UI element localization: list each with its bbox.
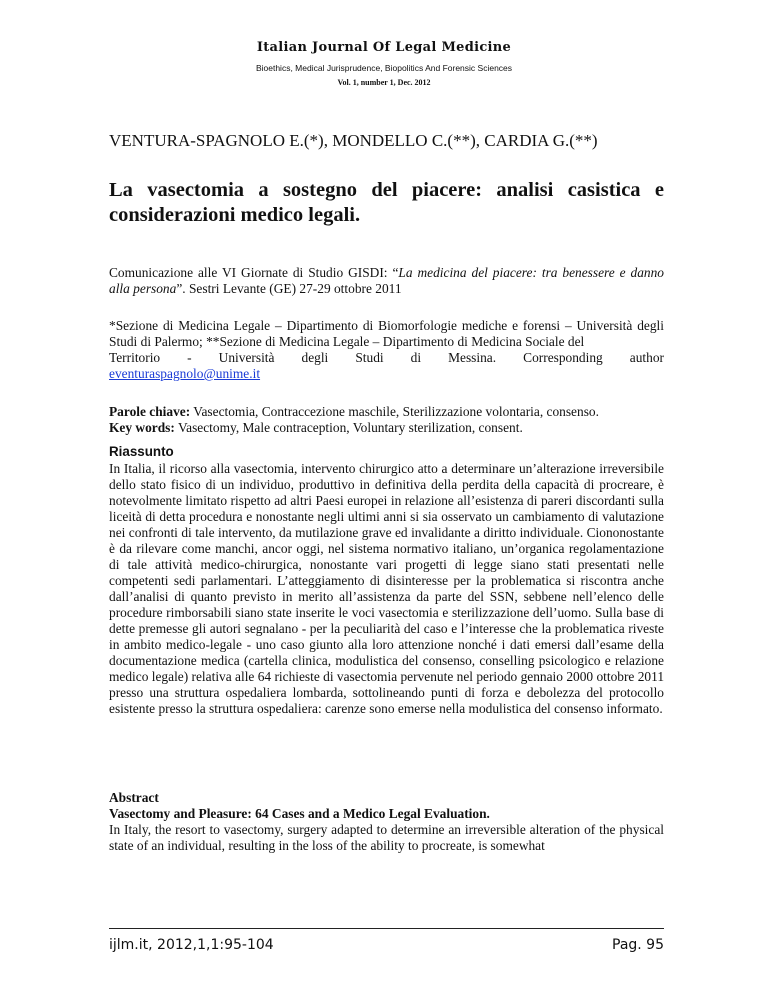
communication-italic: La medicina del piacere: tra benessere e danno alla persona: [109, 265, 664, 296]
page-number: Pag. 95: [612, 937, 664, 953]
keywords-english: [109, 420, 664, 436]
communication-suffix: ”. Sestri Levante (GE) 27-29 ottobre 2011: [176, 281, 402, 296]
riassunto-heading: Riassunto: [109, 444, 174, 459]
keywords-it-label: Parole chiave:: [109, 404, 191, 419]
authors: VENTURA-SPAGNOLO E.(*), MONDELLO C.(**), CARDIA G.(**): [109, 131, 598, 150]
communication-prefix: Comunicazione alle VI Giornate di Studio GISDI: “: [109, 265, 399, 280]
abstract-heading: Abstract: [109, 790, 159, 805]
author-email-link[interactable]: eventuraspagnolo@unime.it: [109, 366, 261, 381]
keywords-en-value: Vasectomy, Male contraception, Voluntary sterilization, consent.: [174, 420, 523, 435]
riassunto-text: In Italia, il ricorso alla vasectomia, intervento chirurgico atto a determinare un’alterazione irreversibile dello stato fisico di un individuo, produttivo in definitiva della perdita della capacità di procreare, è notevolmente limitato rispetto ad altri Paesi europei in relazione all’esistenza di pareri discordanti sulla liceità di detta procedura e nonostante negli ultimi anni si sia osservato un cambiamento di valutazione nei confronti di tale intervento, da mutilazione grave ed invalidante a diritto individuale. Ciononostante è da rilevare come manchi, ancor oggi, nel sistema normativo italiano, un’organica regolamentazione di tale attività medico-chirurgica, nonostante vari progetti di legge siano stati presentati nelle competenti sedi parlamentari. L’atteggiamento di disinteresse per la problematica si riscontra anche dall’analisi di quanto previsto in merito all’assistenza da parte del SSN, sebbene nell’elenco delle procedure rimborsabili siano state inserite le voci vasectomia e sterilizzazione dell’uomo. Sulla base di dette premesse gli autori segnalano - per la peculiarità del caso e l’interesse che la problematica riveste in ambito medico-legale - uno caso giunto alla loro attenzione nonché i dati emersi dall’esame della documentazione medica (cartella clinica, modulistica del consenso, conselling psicologico e relazione medico legale) relativa alle 64 richieste di vasectomia pervenute nel periodo gennaio 2000 ottobre 2011 presso una struttura ospedaliera lombarda, sottolineando punti di forza e debolezza del protocollo esistente presso la struttura ospedaliera: carenze sono emerse nella modulistica del consenso informato.: [109, 461, 665, 716]
affiliation-last-line: Territorio - Università degli Studi di Messina. Corresponding author: [109, 350, 664, 365]
keywords-en-label: Key words:: [109, 420, 175, 435]
keywords-italian: [109, 404, 664, 420]
journal-title: Italian Journal Of Legal Medicine: [256, 40, 512, 55]
journal-subtitle: Bioethics, Medical Jurisprudence, Biopolitics And Forensic Sciences: [255, 63, 513, 73]
footer-citation: ijlm.it, 2012,1,1:95-104: [109, 937, 274, 953]
article-title: La vasectomia a sostegno del piacere: analisi casistica e considerazioni medico legali.: [109, 179, 664, 226]
abstract-title: Vasectomy and Pleasure: 64 Cases and a Medico Legal Evaluation.: [109, 806, 490, 821]
footer-divider: [109, 928, 664, 929]
affiliations: [109, 318, 664, 382]
volume-info: Vol. 1, number 1, Dec. 2012: [337, 78, 431, 87]
keywords-it-value: Vasectomia, Contraccezione maschile, Sterilizzazione volontaria, consenso.: [190, 404, 599, 419]
keywords: [109, 404, 664, 436]
affiliation-text: *Sezione di Medicina Legale – Dipartimento di Biomorfologie mediche e forensi – Università degli Studi di Palermo; **Sezione di Medicina Legale – Dipartimento di Medicina Sociale del: [109, 318, 664, 349]
abstract-text: In Italy, the resort to vasectomy, surgery adapted to determine an irreversible alteration of the physical state of an individual, resulting in the loss of the ability to procreate, is somewhat: [109, 822, 664, 853]
communication-note: [109, 265, 664, 297]
